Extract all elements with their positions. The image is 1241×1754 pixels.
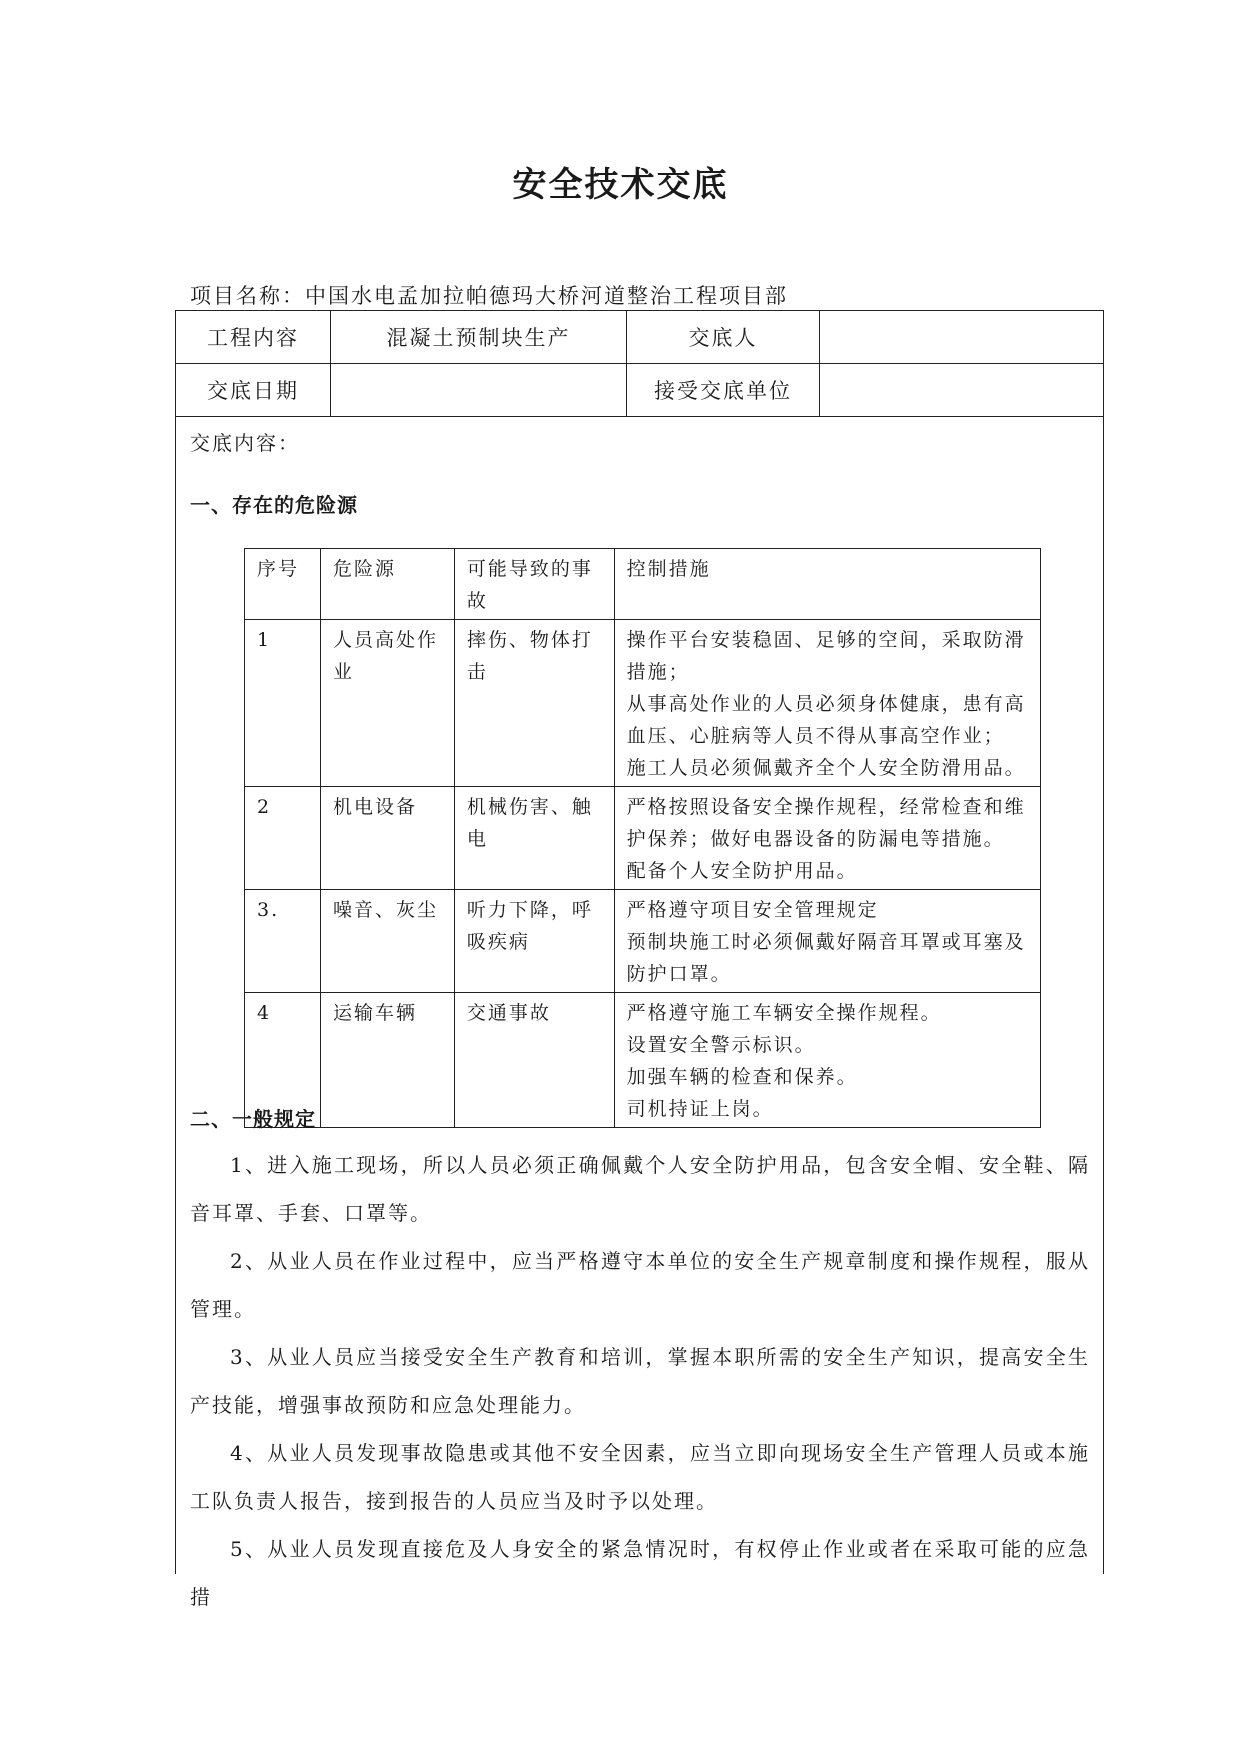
row-accident: 交通事故: [454, 993, 614, 1128]
row-controls: [614, 890, 1040, 993]
hazard-table: [244, 548, 1041, 1128]
table-row: [245, 620, 1041, 787]
value-work-content: 混凝土预制块生产: [331, 311, 627, 363]
label-receiving-unit: 接受交底单位: [627, 364, 820, 416]
document-title: 安全技术交底: [512, 165, 729, 205]
section-heading-hazards: 一、存在的危险源: [190, 493, 358, 517]
row-accident: 摔伤、物体打击: [454, 620, 614, 787]
control-line: 操作平台安装稳固、足够的空间，采取防滑措施；: [626, 629, 1026, 683]
project-name: 项目名称：中国水电孟加拉帕德玛大桥河道整治工程项目部: [190, 284, 788, 308]
disclosure-form: [175, 310, 1104, 1609]
row-source: 机电设备: [320, 787, 454, 890]
info-row-1: [176, 311, 1103, 364]
row-accident: 机械伤害、触电: [454, 787, 614, 890]
table-row: [245, 787, 1041, 890]
row-controls: [614, 787, 1040, 890]
row-controls: [614, 620, 1040, 787]
row-accident: 听力下降，呼吸疾病: [454, 890, 614, 993]
control-line: 施工人员必须佩戴齐全个人安全防滑用品。: [626, 757, 1026, 779]
row-source: 运输车辆: [320, 993, 454, 1128]
label-disclosure-date: 交底日期: [176, 364, 331, 416]
row-no: 3.: [245, 890, 321, 993]
rule-item: 3、从业人员应当接受安全生产教育和培训，掌握本职所需的安全生产知识，提高安全生产技能，增强事故预防和应急处理能力。: [190, 1345, 1090, 1417]
value-disclosure-date: [331, 364, 627, 416]
control-line: 预制块施工时必须佩戴好隔音耳罩或耳塞及防护口罩。: [626, 931, 1026, 985]
rule-item: 4、从业人员发现事故隐患或其他不安全因素，应当立即向现场安全生产管理人员或本施工队负责人报告，接到报告的人员应当及时予以处理。: [190, 1441, 1090, 1513]
general-rules: [190, 1141, 1090, 1621]
row-no: 1: [245, 620, 321, 787]
rule-item: 2、从业人员在作业过程中，应当严格遵守本单位的安全生产规章制度和操作规程，服从管理。: [190, 1249, 1090, 1321]
control-line: 从事高处作业的人员必须身体健康，患有高血压、心脏病等人员不得从事高空作业；: [626, 693, 1026, 747]
control-line: 配备个人安全防护用品。: [626, 860, 858, 882]
label-work-content: 工程内容: [176, 311, 331, 363]
row-controls: [614, 993, 1040, 1128]
value-discloser: [820, 311, 1105, 363]
table-header-row: [245, 549, 1041, 620]
info-row-2: [176, 364, 1103, 417]
value-receiving-unit: [820, 364, 1105, 416]
rule-item: 5、从业人员发现直接危及人身安全的紧急情况时，有权停止作业或者在采取可能的应急措: [190, 1537, 1090, 1609]
control-line: 司机持证上岗。: [626, 1098, 774, 1120]
header-no: 序号: [245, 549, 321, 620]
row-source: 噪音、灰尘: [320, 890, 454, 993]
control-line: 设置安全警示标识。: [626, 1034, 816, 1056]
row-no: 4: [245, 993, 321, 1128]
rule-item: 1、进入施工现场，所以人员必须正确佩戴个人安全防护用品，包含安全帽、安全鞋、隔音耳罩、手套、口罩等。: [190, 1153, 1090, 1225]
section-heading-general-rules: 二、一般规定: [190, 1107, 316, 1131]
label-discloser: 交底人: [627, 311, 820, 363]
control-line: 严格遵守施工车辆安全操作规程。: [626, 1002, 942, 1024]
row-source: 人员高处作业: [320, 620, 454, 787]
row-no: 2: [245, 787, 321, 890]
header-accident: 可能导致的事故: [454, 549, 614, 620]
table-row: [245, 993, 1041, 1128]
content-label: 交底内容：: [190, 431, 300, 455]
header-controls: 控制措施: [614, 549, 1040, 620]
header-source: 危险源: [320, 549, 454, 620]
control-line: 严格按照设备安全操作规程，经常检查和维护保养；做好电器设备的防漏电等措施。: [626, 796, 1026, 850]
table-row: [245, 890, 1041, 993]
control-line: 加强车辆的检查和保养。: [626, 1066, 858, 1088]
control-line: 严格遵守项目安全管理规定: [626, 899, 879, 921]
